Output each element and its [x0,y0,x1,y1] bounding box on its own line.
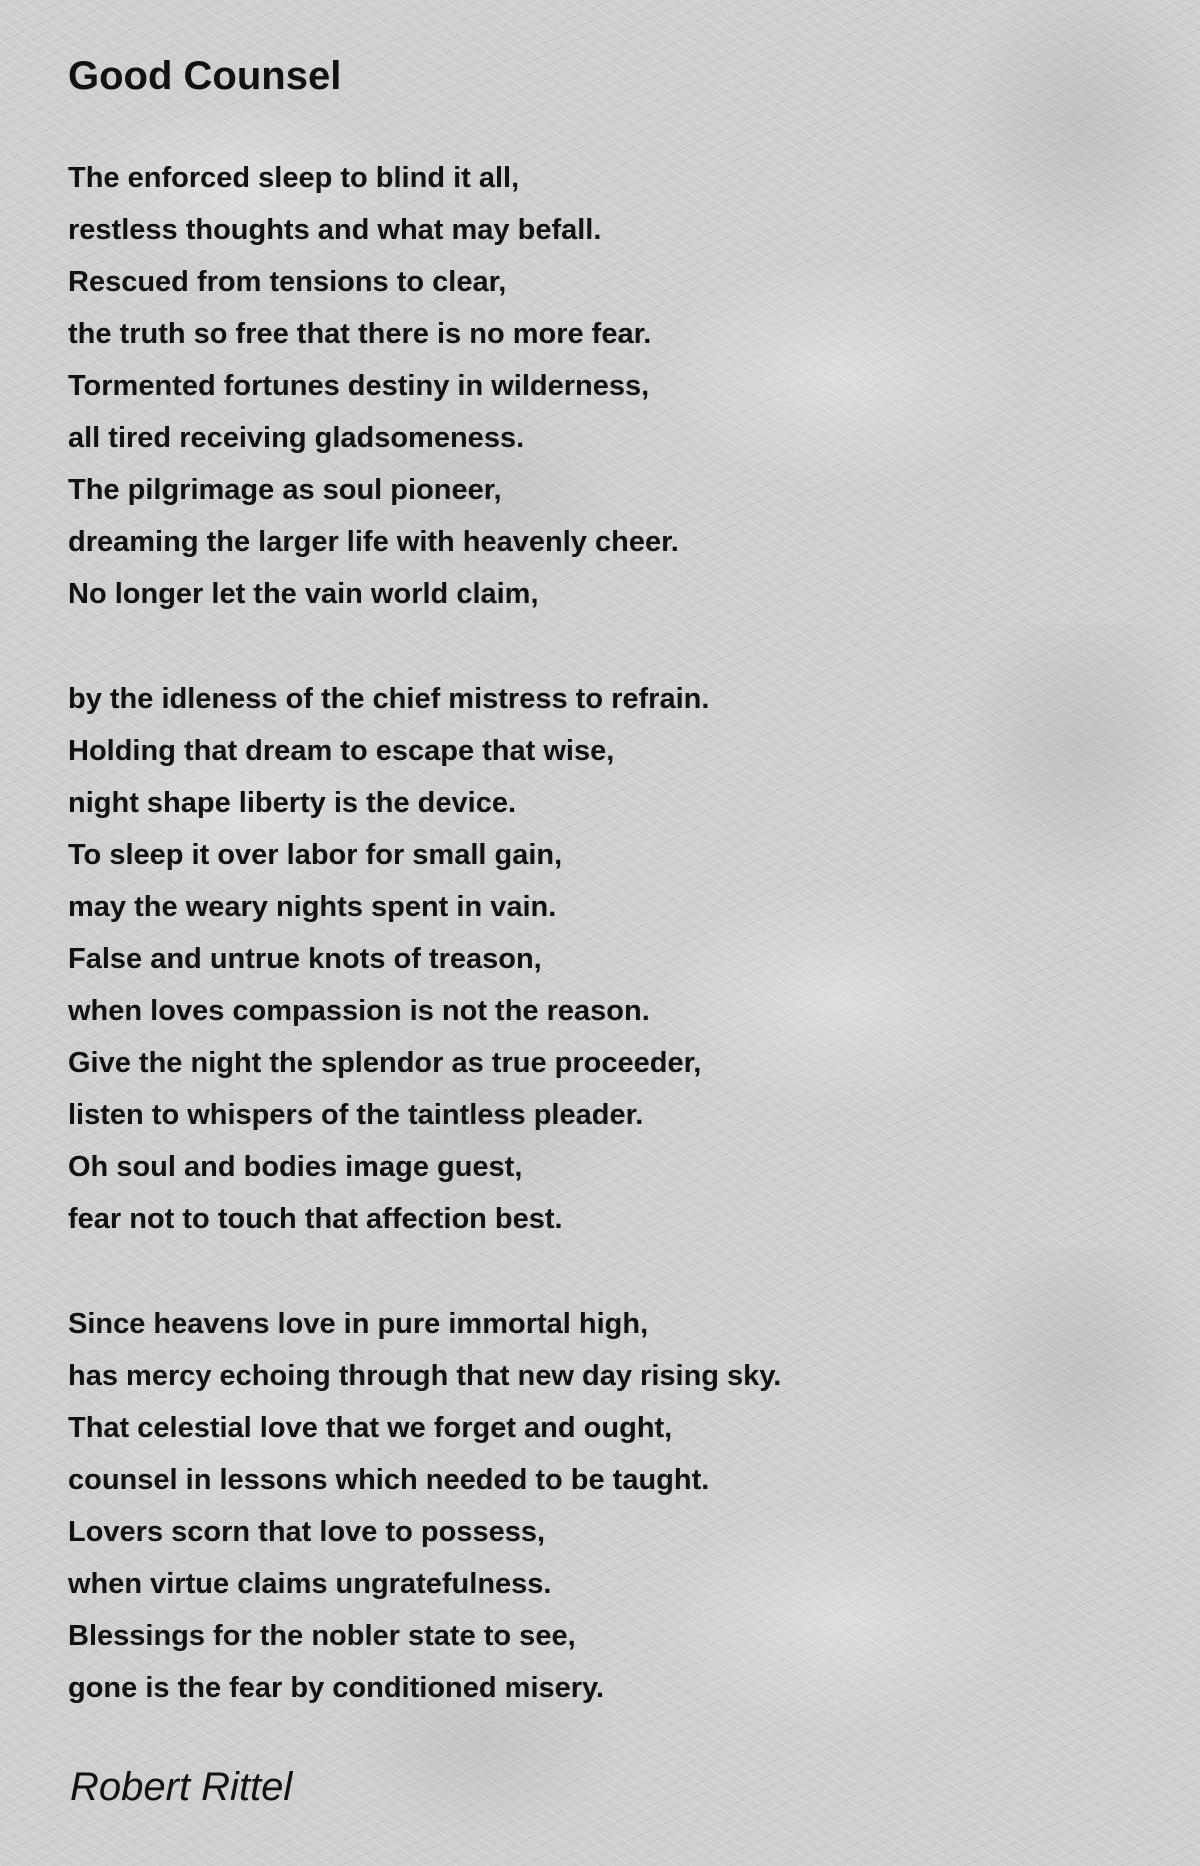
poem-line: Holding that dream to escape that wise, [68,735,615,767]
poem-line: all tired receiving gladsomeness. [68,422,525,454]
poem-line: by the idleness of the chief mistress to refrain. [68,683,710,715]
poem-line: night shape liberty is the device. [68,787,517,819]
poem-line: Give the night the splendor as true proceeder, [68,1047,702,1079]
stanza-3 [68,1298,781,1714]
stanza-1 [68,152,679,620]
poem-line: when virtue claims ungratefulness. [68,1568,552,1600]
poem-line: listen to whispers of the taintless pleader. [68,1099,644,1131]
poem-line: may the weary nights spent in vain. [68,891,557,923]
poem-line: False and untrue knots of treason, [68,943,542,975]
poem-line: The enforced sleep to blind it all, [68,162,520,194]
poem-line: counsel in lessons which needed to be taught. [68,1464,710,1496]
poem-line: That celestial love that we forget and ought, [68,1412,673,1444]
poem-line: the truth so free that there is no more fear. [68,318,652,350]
poem-title: Good Counsel [68,54,342,98]
author-name: Robert Rittel [70,1765,293,1809]
poem-line: dreaming the larger life with heavenly cheer. [68,526,679,558]
poem-line: The pilgrimage as soul pioneer, [68,474,502,506]
poem-line: gone is the fear by conditioned misery. [68,1672,605,1704]
poem-line: Rescued from tensions to clear, [68,266,507,298]
poem-line: To sleep it over labor for small gain, [68,839,563,871]
poem-line: Tormented fortunes destiny in wilderness, [68,370,650,402]
poem-line: has mercy echoing through that new day rising sky. [68,1360,782,1392]
poem-line: No longer let the vain world claim, [68,578,539,610]
poem-line: Lovers scorn that love to possess, [68,1516,546,1548]
poem-line: when loves compassion is not the reason. [68,995,650,1027]
poem-line: restless thoughts and what may befall. [68,214,602,246]
poem-line: Oh soul and bodies image guest, [68,1151,523,1183]
poem-line: fear not to touch that affection best. [68,1203,563,1235]
poem-line: Blessings for the nobler state to see, [68,1620,576,1652]
poem-line: Since heavens love in pure immortal high, [68,1308,649,1340]
stanza-2 [68,673,709,1245]
